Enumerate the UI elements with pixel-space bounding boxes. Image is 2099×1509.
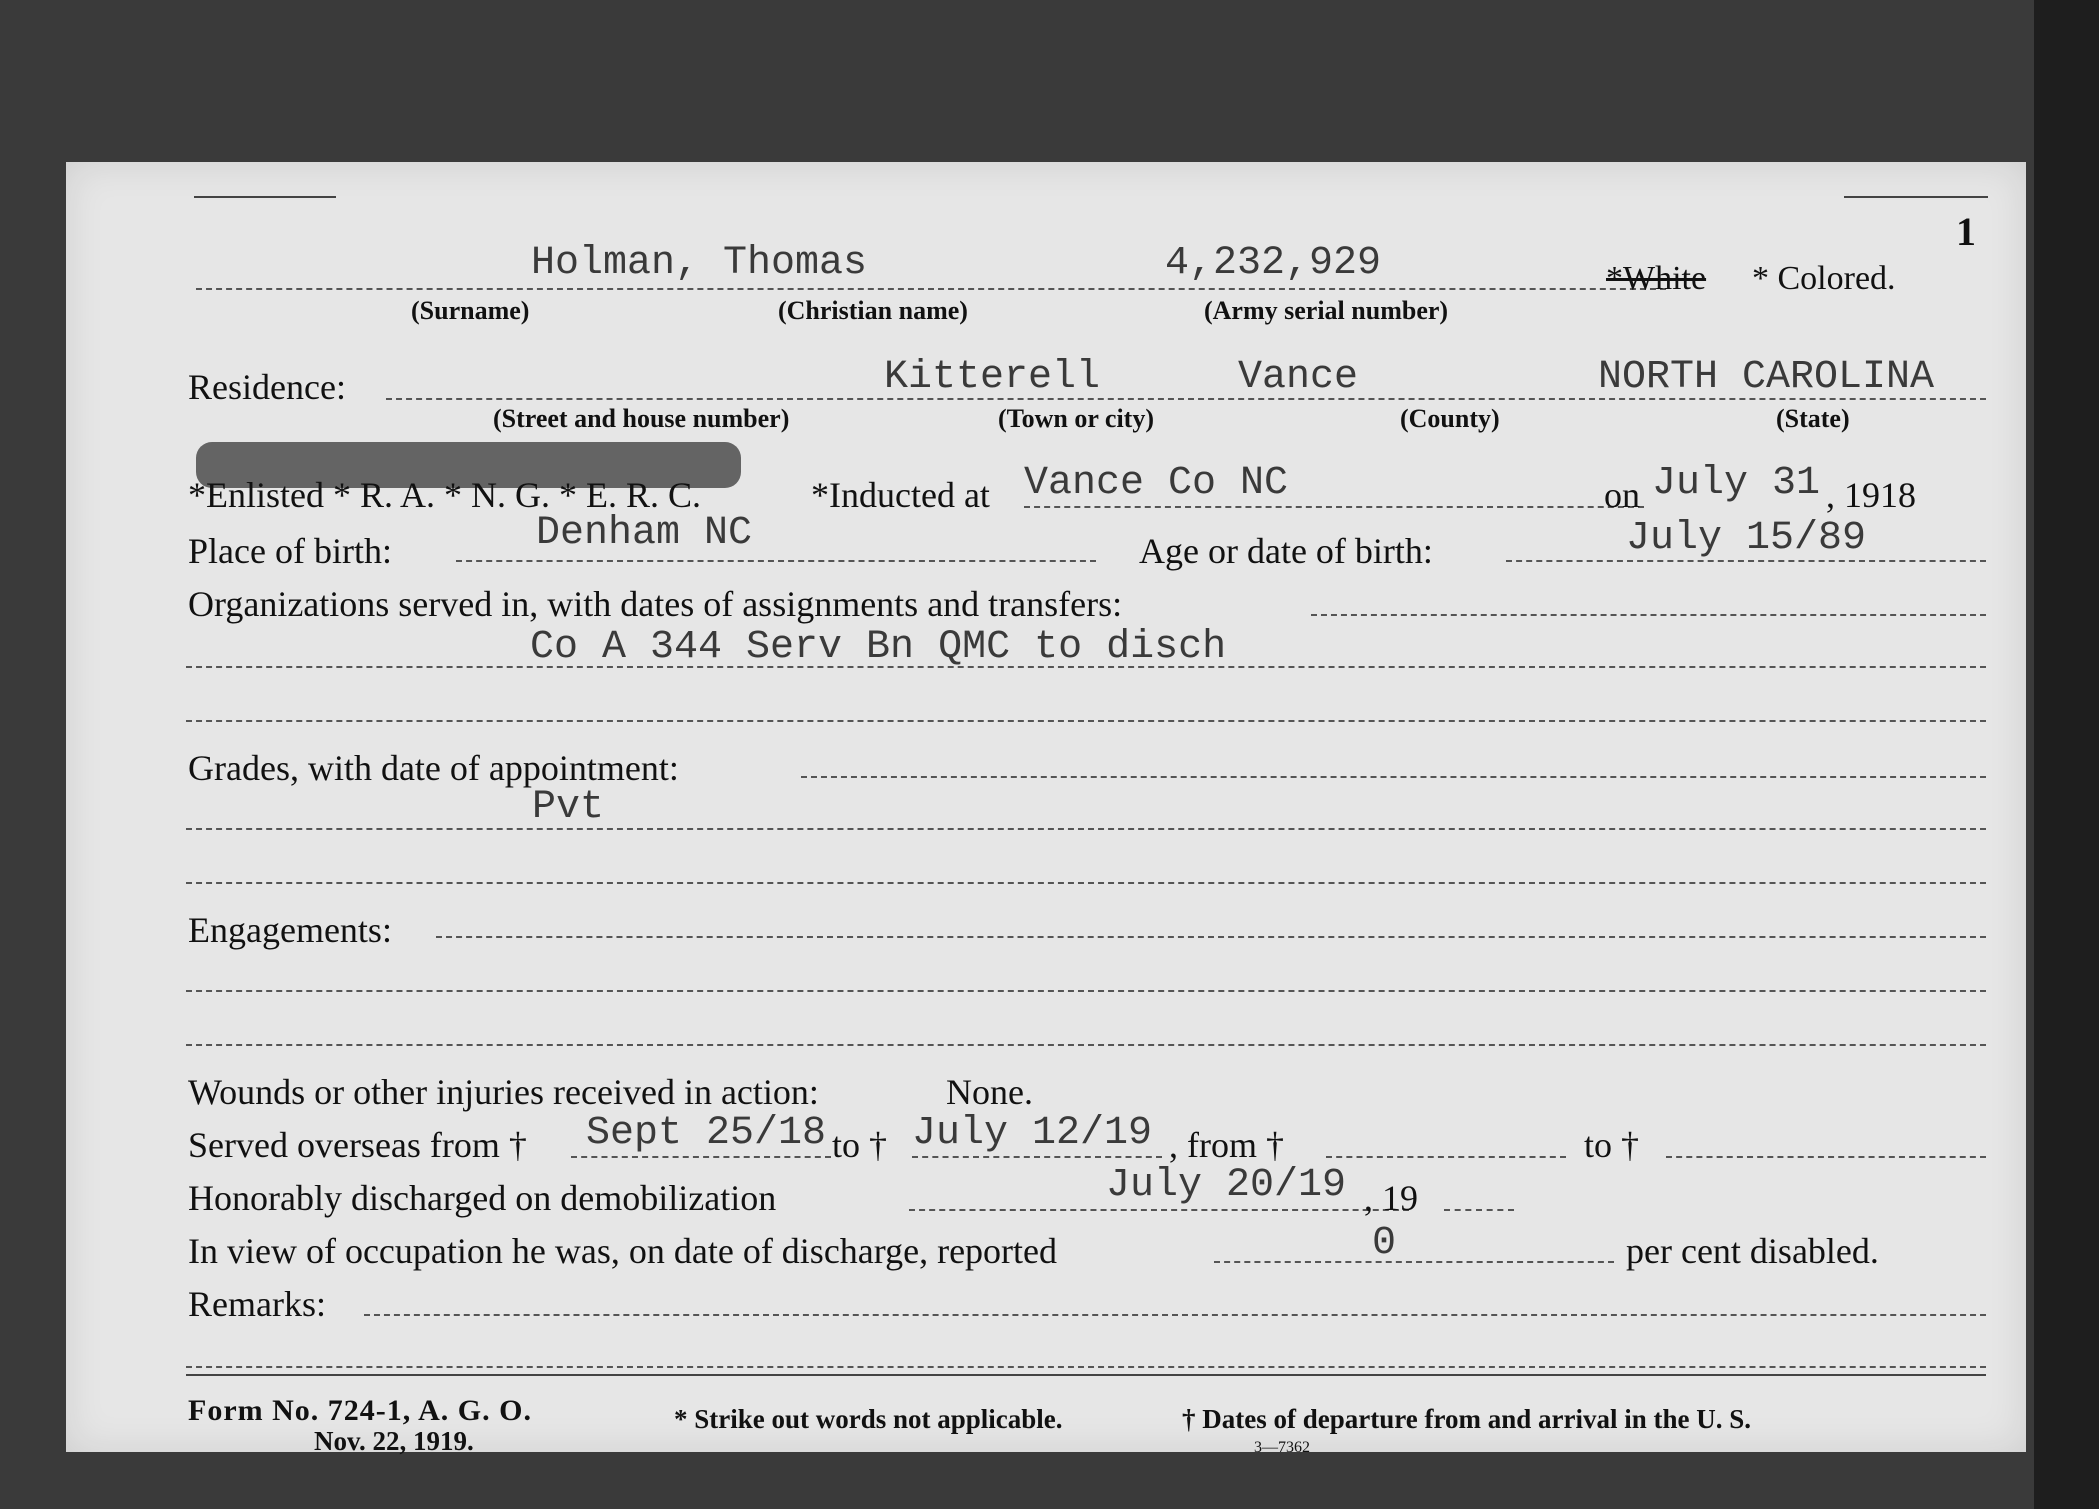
- county-label: (County): [1400, 404, 1500, 433]
- engagements-line-2: [186, 990, 1986, 992]
- discharge-line: [909, 1209, 1409, 1211]
- residence-line: [386, 398, 1986, 400]
- wounds-value: None.: [946, 1072, 1033, 1112]
- birth-place-line: [456, 560, 1096, 562]
- top-left-rule: [194, 196, 336, 198]
- residence-label: Residence:: [188, 367, 346, 407]
- place-of-birth-value: Denham NC: [536, 511, 753, 556]
- place-of-birth-label: Place of birth:: [188, 531, 392, 571]
- grades-label: Grades, with date of appointment:: [188, 748, 679, 788]
- disability-value: 0: [1372, 1221, 1397, 1266]
- state-label: (State): [1776, 404, 1850, 433]
- footer-rule: [186, 1374, 1986, 1376]
- induction-line: [1024, 506, 1644, 508]
- remarks-label: Remarks:: [188, 1284, 326, 1324]
- header-line: [196, 288, 1666, 290]
- grades-line-3: [186, 882, 1986, 884]
- white-label: *White: [1606, 260, 1707, 297]
- dates-note: † Dates of departure from and arrival in the U. S.: [1182, 1404, 1751, 1434]
- organizations-value: Co A 344 Serv Bn QMC to disch: [530, 625, 1227, 670]
- engagements-line-3: [186, 1044, 1986, 1046]
- inducted-label: *Inducted at: [811, 475, 990, 515]
- strike-note: * Strike out words not applicable.: [674, 1404, 1063, 1434]
- form-date: Nov. 22, 1919.: [314, 1426, 474, 1456]
- discharge-year-line: [1444, 1209, 1514, 1211]
- colored-label: * Colored.: [1752, 260, 1896, 297]
- disability-label: In view of occupation he was, on date of discharge, reported: [188, 1231, 1058, 1271]
- overseas-label: Served overseas from †: [188, 1125, 527, 1165]
- print-code: 3—7362: [1254, 1439, 1310, 1456]
- discharge-year-label: , 19: [1364, 1178, 1418, 1218]
- organizations-label: Organizations served in, with dates of assignments and transfers:: [188, 584, 1123, 624]
- card-number: 1: [1956, 209, 1976, 254]
- background-edge: [2034, 0, 2099, 1509]
- organizations-line-1: [1311, 614, 1986, 616]
- enlisted-label: *Enlisted * R. A. * N. G. * E. R. C.: [188, 475, 702, 515]
- serial-number-label: (Army serial number): [1204, 296, 1449, 325]
- overseas-to-label: to †: [832, 1125, 888, 1165]
- induction-date-value: July 31: [1652, 461, 1821, 506]
- overseas-to-date: July 12/19: [912, 1111, 1153, 1156]
- birth-date-value: July 15/89: [1626, 516, 1867, 561]
- name-value: Holman, Thomas: [531, 241, 868, 286]
- engagements-label: Engagements:: [188, 910, 392, 950]
- engagements-line-1: [436, 936, 1986, 938]
- grades-line-1: [801, 776, 1986, 778]
- remarks-line-1: [364, 1314, 1986, 1316]
- disability-suffix: per cent disabled.: [1626, 1231, 1879, 1271]
- grades-line-2: [186, 828, 1986, 830]
- age-label: Age or date of birth:: [1139, 531, 1433, 571]
- organizations-line-3: [186, 720, 1986, 722]
- remarks-line-2: [186, 1366, 1986, 1368]
- service-record-card: [66, 162, 2026, 1456]
- county-value: Vance: [1238, 355, 1359, 400]
- induction-year: , 1918: [1826, 475, 1916, 515]
- grades-value: Pvt: [532, 785, 605, 830]
- inducted-place-value: Vance Co NC: [1024, 461, 1289, 506]
- wounds-label: Wounds or other injuries received in action:: [188, 1072, 819, 1112]
- overseas-from2-label: , from †: [1169, 1125, 1284, 1165]
- overseas-to2-line: [1666, 1156, 1986, 1158]
- overseas-from-date: Sept 25/18: [586, 1111, 827, 1156]
- discharge-date-value: July 20/19: [1106, 1163, 1347, 1208]
- christian-name-label: (Christian name): [778, 296, 968, 325]
- town-value: Kitterell: [884, 355, 1101, 400]
- discharge-label: Honorably discharged on demobilization: [188, 1178, 777, 1218]
- form-number: Form No. 724-1, A. G. O.: [188, 1394, 532, 1427]
- serial-number-value: 4,232,929: [1165, 241, 1382, 286]
- overseas-from-line: [571, 1156, 831, 1158]
- overseas-to-line: [912, 1156, 1162, 1158]
- organizations-line-2: [186, 666, 1986, 668]
- street-label: (Street and house number): [493, 404, 790, 433]
- town-label: (Town or city): [998, 404, 1154, 433]
- state-value: NORTH CAROLINA: [1598, 355, 1935, 400]
- disability-line: [1214, 1261, 1614, 1263]
- overseas-to2-label: to †: [1584, 1125, 1640, 1165]
- on-label: on: [1604, 475, 1640, 515]
- top-right-rule: [1844, 196, 1988, 198]
- overseas-from2-line: [1326, 1156, 1566, 1158]
- surname-label: (Surname): [411, 296, 530, 325]
- birth-date-line: [1506, 560, 1986, 562]
